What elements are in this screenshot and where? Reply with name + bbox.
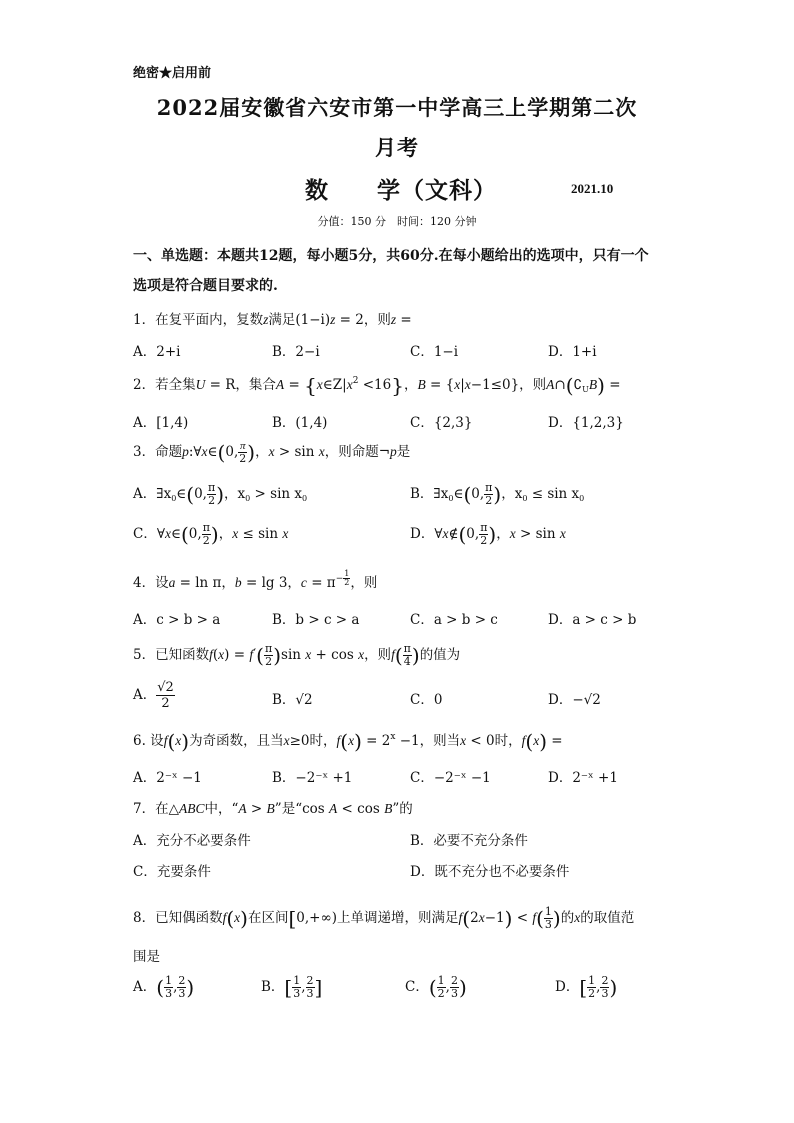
question-3: 3．命题p:∀x∈(0, $\frac{\pi}{2}$ )，x > sin x，则命题¬p是: [133, 440, 411, 465]
q3-option-a: A．$\exists x_0\in(0$, $\frac{\pi}{2}$ )，$x_0 > \sin x_0$: [133, 481, 308, 507]
question-8: 8．已知偶函数f(x)在区间[0,+∞)上单调递增，则满足f(2x−1) < f( $\frac{1}{3}$ )的x的取值范: [133, 905, 635, 931]
question-8-continued: 围是: [133, 949, 160, 965]
q2-option-c: C．{2,3}: [410, 415, 473, 431]
section-heading-continued: 选项是符合题目要求的.: [133, 278, 278, 294]
q3-option-c: C．∀x∈(0, $\frac{\pi}{2}$ )，x ≤ sin x: [133, 521, 289, 547]
question-1: 1．在复平面内，复数z满足(1−i)z = 2，则z =: [133, 312, 412, 328]
q4-option-c: C．a > b > c: [410, 612, 498, 628]
q4-option-d: D．a > c > b: [548, 612, 637, 628]
q8-option-c: C．( $\frac{1}{2}$ , $\frac{2}{3}$ ): [405, 974, 467, 1000]
q1-option-b: B．2−i: [272, 344, 320, 360]
q2-option-b: B．(1,4): [272, 415, 328, 431]
question-number: 5．: [133, 647, 156, 663]
q5-option-a: A． $\frac{√2}{2}$: [133, 680, 174, 711]
q6-option-c: C．−2⁻ˣ −1: [410, 770, 491, 786]
question-7: 7．在△ABC中，“A > B”是“cos A < cos B”的: [133, 801, 413, 817]
q8-option-d: D．[ $\frac{1}{2}$ , $\frac{2}{3}$ ): [555, 974, 618, 1000]
question-number: 1．: [133, 312, 156, 328]
q7-option-d: D．既不充分也不必要条件: [410, 864, 570, 880]
q5-option-b: B．√2: [272, 692, 313, 708]
q4-option-a: A．c > b > a: [133, 612, 221, 628]
q5-option-c: C．0: [410, 692, 443, 708]
q6-option-a: A．2⁻ˣ −1: [133, 770, 202, 786]
question-6: 6. 设f(x)为奇函数，且当x≥0时，$f(x) = 2^x -1$，则当x < 0时，f(x) =: [133, 729, 563, 754]
q8-option-b: B．[ $\frac{1}{3}$ , $\frac{2}{3}$ ]: [261, 974, 323, 1000]
question-5: 5．已知函数f(x) = f′( $\frac{\pi}{2}$ )sin x + cos x，则f( $\frac{\pi}{4}$ )的值为: [133, 642, 461, 668]
q7-option-b: B．必要不充分条件: [410, 833, 528, 849]
q3-option-b: B．$\exists x_0\in(0$, $\frac{\pi}{2}$ )，$x_0 \le \sin x_0$: [410, 481, 585, 507]
q8-option-a: A．( $\frac{1}{3}$ , $\frac{2}{3}$ ): [133, 974, 195, 1000]
question-number: 3．: [133, 444, 156, 460]
q7-option-c: C．充要条件: [133, 864, 211, 880]
question-4: 4．设a = ln π，b = lg 3，$c = \pi^{- \frac{1}{2}}$ ，则: [133, 569, 378, 591]
exam-date: 2021.10: [571, 181, 614, 196]
question-number: 4．: [133, 575, 156, 591]
confidential-mark: 绝密★启用前: [133, 66, 212, 81]
question-number: 6.: [133, 733, 146, 749]
q3-option-d: D．∀x∉(0, $\frac{\pi}{2}$ )，x > sin x: [410, 521, 566, 547]
q1-option-d: D．1+i: [548, 344, 597, 360]
question-number: 2．: [133, 377, 156, 393]
q7-option-a: A．充分不必要条件: [133, 833, 251, 849]
exam-title-continued: 月考: [375, 135, 419, 160]
score-time-info: 分值：150 分 时间：120 分钟: [317, 215, 477, 228]
section-heading: 一、单选题：本题共12题，每小题5分，共60分.在每小题给出的选项中，只有一个: [133, 248, 649, 264]
q6-option-d: D．2⁻ˣ +1: [548, 770, 618, 786]
q5-option-d: D．−√2: [548, 692, 601, 708]
q2-option-d: D．{1,2,3}: [548, 415, 624, 431]
question-number: 8．: [133, 910, 156, 926]
question-2: 2．若全集U = R，集合$A = \{x\in Z|x^2 <16\}$，B = {x|x−1≤0}，则$A\cap(∁_UB)$ =: [133, 373, 621, 398]
question-number: 7．: [133, 801, 156, 817]
q1-option-c: C．1−i: [410, 344, 459, 360]
exam-title: 2022届安徽省六安市第一中学高三上学期第二次: [156, 95, 638, 120]
subject-title: 数 学（文科）: [305, 177, 497, 204]
q6-option-b: B．−2⁻ˣ +1: [272, 770, 353, 786]
q2-option-a: A．[1,4): [133, 415, 189, 431]
q4-option-b: B．b > c > a: [272, 612, 360, 628]
q1-option-a: A．2+i: [133, 344, 181, 360]
